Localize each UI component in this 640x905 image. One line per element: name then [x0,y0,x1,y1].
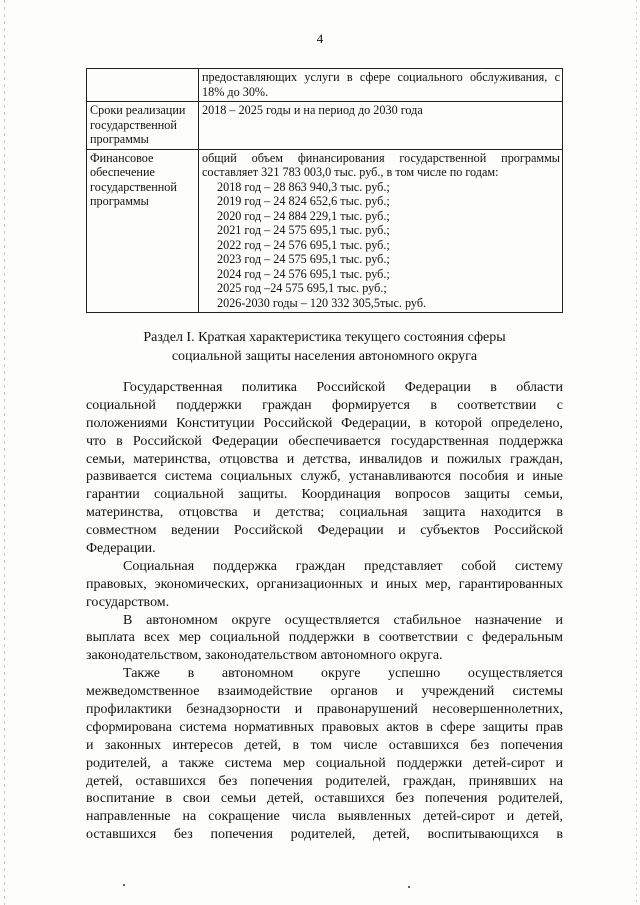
paragraph-line: совместном ведении Российской Федерации и субъектов Российской [86,523,563,539]
section-heading [86,328,563,366]
paragraph-line: межведомственное взаимодействие органов и учреждений системы [86,684,563,700]
paragraph-line: материнства, отцовства и детства; социальная защита находится в [86,505,563,521]
paragraph [86,379,563,558]
table-label-cell [87,149,199,313]
funding-year-line: 2023 год – 24 575 695,1 тыс. руб.; [217,252,390,266]
table-value-cell [199,102,563,150]
scan-speck [408,886,410,888]
table-label-cell [87,69,199,102]
paragraph-line: Государственная политика Российской Федерации в области [123,380,563,395]
table-value-line: 18% до 30%. [202,84,269,99]
funding-year-line: 2025 год –24 575 695,1 тыс. руб.; [217,281,387,295]
funding-year-line: 2021 год – 24 575 695,1 тыс. руб.; [217,223,390,237]
paragraph-line: социальной поддержки граждан формируется в соответствии с [86,397,563,413]
section-heading-line: социальной защиты населения автономного округа [171,349,478,364]
table-label-line: государственной [90,179,177,194]
table-label-line: Финансовое [90,150,154,165]
paragraph-line: выплата всех мер социальной поддержки в соответствии с федеральным [86,630,563,646]
paragraph-line: законодательством, законодательством автономного округа. [86,648,443,664]
paragraph-line: правовых, экономических, организационных и иных мер, гарантированных [86,576,563,592]
funding-year-line: 2019 год – 24 824 652,6 тыс. руб.; [217,194,390,208]
table-value-cell [199,149,563,313]
scan-edge-right [636,0,637,905]
paragraph-line: Социальная поддержка граждан представляет собой систему [123,558,563,574]
table-label-line: Сроки реализации [90,103,186,117]
paragraph-line: оставшихся без попечения родителей, детей, воспитывающихся в [86,827,563,843]
funding-year-line: 2020 год – 24 884 229,1 тыс. руб.; [217,208,390,223]
paragraph-line: профилактики безнадзорности и правонарушений несовершеннолетних, [86,702,563,718]
page-number: 4 [316,31,324,46]
scan-speck [123,884,125,886]
program-passport-table [86,68,563,313]
paragraph-line: родителей, а также система мер социальной поддержки детей-сирот и [86,755,563,771]
paragraph-line: гарантии социальной защиты. Координация вопросов защиты семьи, [86,487,563,503]
paragraph-line: развивается система социальных служб, устанавливаются пособия и иные [86,469,563,485]
table-label-line: обеспечение [90,165,155,179]
paragraph-line: Федерации. [86,541,156,557]
paragraph-line: детей, оставшихся без попечения родителей, граждан, принявших на [86,773,563,789]
table-label-line: государственной [90,117,177,132]
paragraph-line: воспитание в свои семьи детей, оставшихся без попечения родителей, [86,791,563,807]
table-value-line: 2018 – 2025 годы и на период до 2030 года [202,103,423,117]
paragraph-line: Также в автономном округе успешно осуществляется [123,666,563,682]
funding-year-line: 2024 год – 24 576 695,1 тыс. руб.; [217,266,390,281]
body-text [86,379,563,844]
table-value-line: общий объем финансирования государственной программы [202,150,560,165]
paragraph-line: государством. [86,594,170,610]
table-label-line: программы [90,194,149,208]
table-value-line: составляет 321 783 003,0 тыс. руб., в том числе по годам: [202,165,499,179]
section-heading-line: Раздел I. Краткая характеристика текущего состояния сферы [143,330,506,345]
table-row [87,149,563,313]
paragraph-line: что в Российской Федерации обеспечивается государственная поддержка [86,433,563,449]
paragraph [86,612,563,666]
paragraph-line: и законных интересов детей, в том числе оставшихся без попечения [86,737,563,753]
table-row [87,69,563,102]
funding-year-line: 2022 год – 24 576 695,1 тыс. руб.; [217,237,390,252]
paragraph [86,665,563,844]
table-label-cell [87,102,199,150]
paragraph-line: сформирована система нормативных правовых актов в сфере защиты прав [86,719,563,735]
paragraph-line: направленные на сокращение числа выявленных детей-сирот и детей, [86,809,563,825]
funding-year-line: 2018 год – 28 863 940,3 тыс. руб.; [217,179,390,194]
paragraph-line: семьи, материнства, отцовства и детства, инвалидов и пожилых граждан, [86,451,563,467]
paragraph-line: В автономном округе осуществляется стабильное назначение и [123,612,563,628]
table-value-cell [199,69,563,102]
table-label-line: программы [90,132,149,146]
table-value-line: предоставляющих услуги в сфере социального обслуживания, с [202,70,560,84]
scan-edge-left [4,0,5,905]
table-row [87,102,563,150]
funding-year-line: 2026-2030 годы – 120 332 305,5тыс. руб. [217,295,427,310]
paragraph [86,558,563,612]
paragraph-line: положениями Конституции Российской Федерации, в которой определено, [86,415,563,431]
